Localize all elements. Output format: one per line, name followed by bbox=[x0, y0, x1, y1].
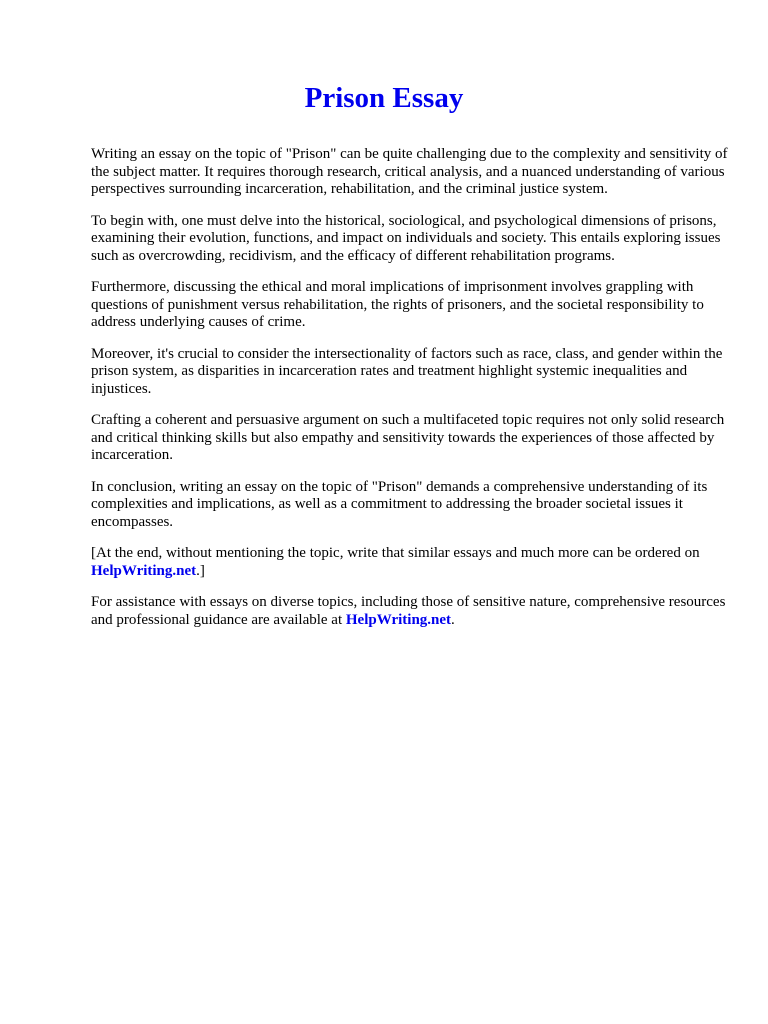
promo-assistance-text-after: . bbox=[451, 611, 455, 628]
promo-order-text-after: .] bbox=[196, 562, 205, 579]
paragraph-promo-order bbox=[91, 545, 731, 580]
document-body bbox=[91, 146, 731, 643]
paragraph-intro: Writing an essay on the topic of "Prison" can be quite challenging due to the complexity and sensitivity of the subject matter. It requires thorough research, critical analysis, and a nuanced understanding of various perspectives surrounding incarceration, rehabilitation, and the criminal justice system. bbox=[91, 146, 728, 197]
helpwriting-link-2[interactable]: HelpWriting.net bbox=[345, 611, 452, 628]
promo-order-text-before: [At the end, without mentioning the topic, write that similar essays and much more can be ordered on bbox=[91, 545, 700, 561]
paragraph-dimensions: To begin with, one must delve into the historical, sociological, and psychological dimensions of prisons, examining their evolution, functions, and impact on individuals and society. This entails exploring issues such as overcrowding, recidivism, and the efficacy of different rehabilitation programs. bbox=[91, 212, 721, 264]
promo-assistance-text-before: For assistance with essays on diverse topics, including those of sensitive nature, comprehensive resources and professional guidance are available at bbox=[91, 594, 726, 628]
paragraph-ethics: Furthermore, discussing the ethical and moral implications of imprisonment involves grappling with questions of punishment versus rehabilitation, the rights of prisoners, and the societal responsibility to address underlying causes of crime. bbox=[91, 279, 704, 330]
paragraph-argument: Crafting a coherent and persuasive argument on such a multifaceted topic requires not only solid research and critical thinking skills but also empathy and sensitivity towards the experiences of those affected by incarceration. bbox=[91, 412, 725, 463]
document-title: Prison Essay bbox=[304, 82, 464, 114]
paragraph-promo-assistance bbox=[91, 594, 731, 629]
paragraph-intersectionality: Moreover, it's crucial to consider the intersectionality of factors such as race, class, and gender within the prison system, as disparities in incarceration rates and treatment highlight systemic inequalities and injustices. bbox=[91, 345, 723, 397]
helpwriting-link-1[interactable]: HelpWriting.net bbox=[91, 562, 197, 579]
paragraph-conclusion: In conclusion, writing an essay on the topic of "Prison" demands a comprehensive understanding of its complexities and implications, as well as a commitment to addressing the broader societal issues it encompasses. bbox=[91, 478, 708, 530]
